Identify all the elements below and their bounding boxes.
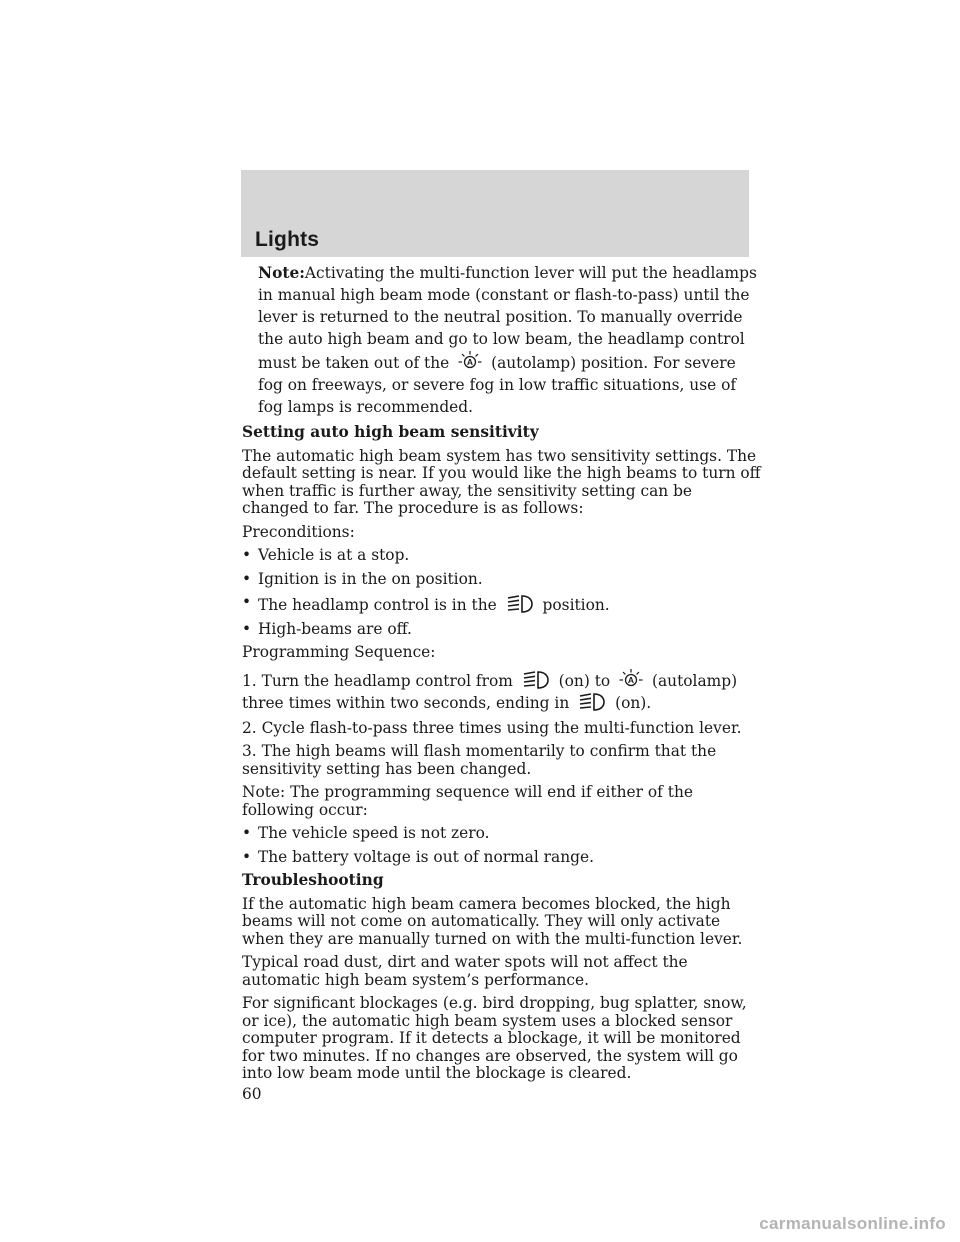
list-item: • The headlamp control is in the position. xyxy=(242,593,610,614)
svg-text:A: A xyxy=(628,674,635,685)
page-body xyxy=(242,262,762,1083)
preconditions-label: Preconditions: xyxy=(242,522,355,541)
programming-step-2: 2. Cycle flash-to-pass three times using the multi-function lever. xyxy=(242,718,742,737)
list-item: • Vehicle is at a stop. xyxy=(242,546,410,564)
headlamp-icon xyxy=(521,670,551,690)
autolamp-icon xyxy=(457,350,483,372)
page-number: 60 xyxy=(242,1085,262,1103)
troubleshooting-heading: Troubleshooting xyxy=(242,871,384,889)
sensitivity-heading: Setting auto high beam sensitivity xyxy=(242,423,539,441)
list-item: • Ignition is in the on position. xyxy=(242,569,483,588)
svg-text:A: A xyxy=(467,357,474,368)
programming-step-3: 3. The high beams will flash momentarily to confirm that the sensitivity setting has been changed. xyxy=(242,742,717,778)
list-item: • The vehicle speed is not zero. xyxy=(242,824,490,842)
troubleshooting-paragraph-2: Typical road dust, dirt and water spots will not affect the automatic high beam system’s performance. xyxy=(242,953,688,989)
note-text-1: Activating the multi-function lever will put the headlamps in manual high beam mode (constant or flash-to-pass) until the lever is returned to the neutral position. To manually override the auto high beam and go to low beam, the headlamp control must be taken out of the xyxy=(258,264,757,372)
watermark-link[interactable]: carmanualsonline.info xyxy=(759,1214,946,1233)
troubleshooting-paragraph-1: If the automatic high beam camera becomes blocked, the high beams will not come on automatically. They will only activate when they are manually turned on with the multi-function lever. xyxy=(242,894,743,948)
programming-end-note: Note: The programming sequence will end if either of the following occur: xyxy=(242,783,693,819)
section-title: Lights xyxy=(255,228,320,251)
list-item: • The battery voltage is out of normal range. xyxy=(242,847,594,866)
programming-step-1: 1. Turn the headlamp control from (on) to A (autolamp) three times within two seconds, ending in (on). xyxy=(242,668,762,714)
headlamp-icon xyxy=(505,594,535,614)
troubleshooting-paragraph-3: For significant blockages (e.g. bird dropping, bug splatter, snow, or ice), the automatic high beam system uses a blocked sensor computer program. If it detects a blockage, it will be monitored for two minutes. If no changes are observed, the system will go into low beam mode until the blockage is cleared. xyxy=(242,994,747,1082)
note-text-2: (autolamp) position. For severe fog on freeways, or severe fog in low traffic situations, use of fog lamps is recommended. xyxy=(258,354,737,416)
list-item: • High-beams are off. xyxy=(242,619,412,638)
autolamp-icon xyxy=(618,668,644,690)
note-label: Note: xyxy=(258,264,305,282)
note-paragraph xyxy=(242,262,762,418)
sensitivity-intro: The automatic high beam system has two sensitivity settings. The default setting is near. If you would like the high beams to turn off when traffic is further away, the sensitivity setting can be changed to far. The procedure is as follows: xyxy=(242,446,761,517)
section-header xyxy=(241,170,749,257)
programming-label: Programming Sequence: xyxy=(242,643,436,661)
headlamp-icon xyxy=(577,692,607,712)
